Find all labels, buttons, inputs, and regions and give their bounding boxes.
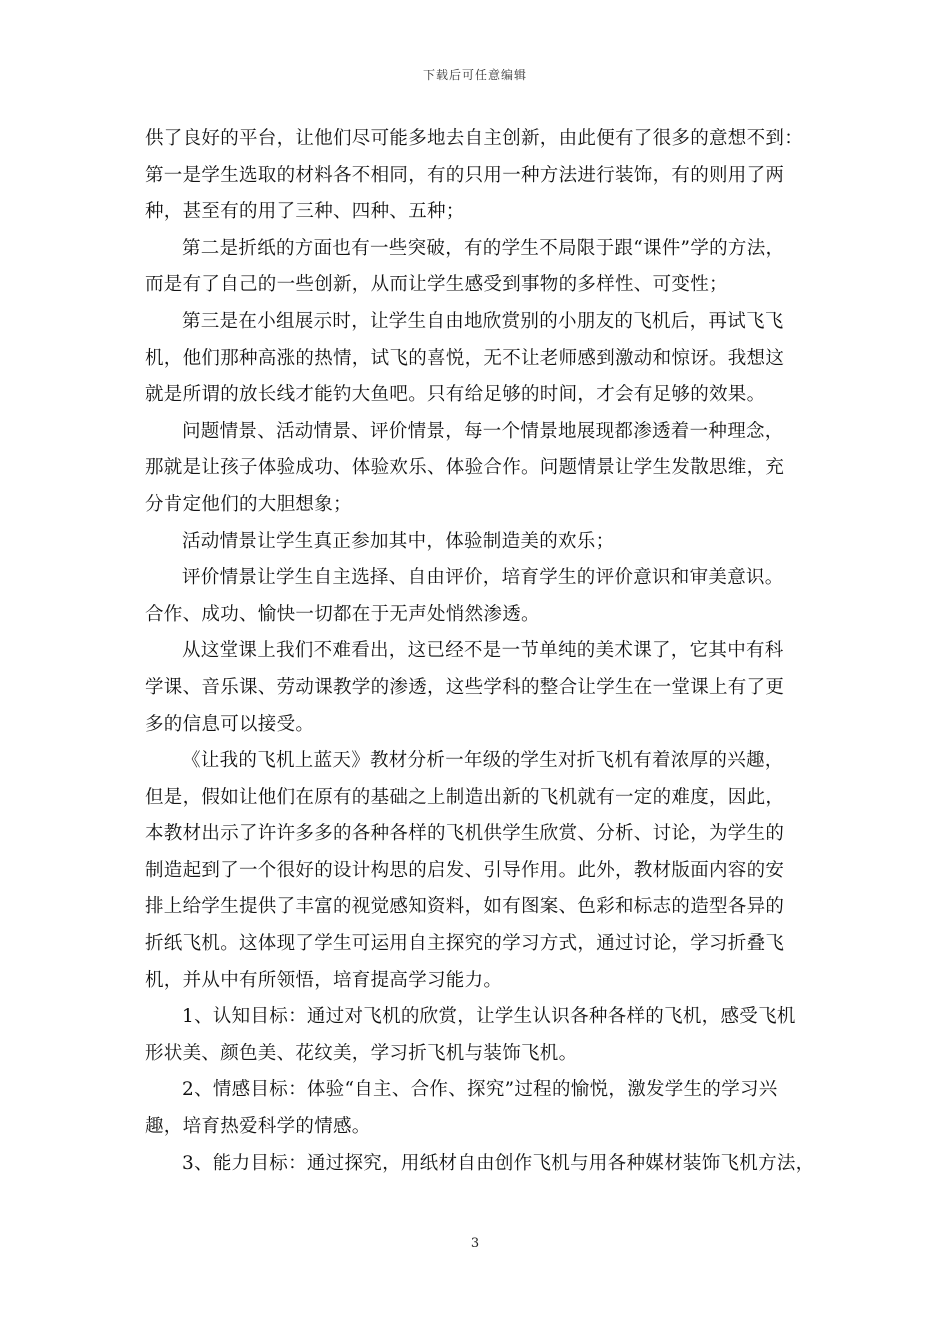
text-line: 从这堂课上我们不难看出，这已经不是一节单纯的美术课了，它其中有科 [182, 640, 784, 662]
text-line: 2、情感目标：体验“自主、合作、探究”过程的愉悦，激发学生的学习兴 [182, 1079, 778, 1101]
text-line: 排上给学生提供了丰富的视觉感知资料，如有图案、色彩和标志的造型各异的 [145, 896, 785, 918]
text-line: 3、能力目标：通过探究，用纸材自由创作飞机与用各种媒材装饰飞机方法， [182, 1152, 815, 1174]
text-line: 多的信息可以接受。 [145, 713, 315, 735]
text-line: 就是所谓的放长线才能钓大鱼吧。只有给足够的时间，才会有足够的效果。 [145, 384, 766, 406]
text-line: 机，他们那种高涨的热情，试飞的喜悦，无不让老师感到激动和惊讶。我想这 [145, 347, 785, 369]
text-line: 1、认知目标：通过对飞机的欣赏，让学生认识各种各样的飞机，感受飞机 [182, 1006, 796, 1028]
text-line: 形状美、颜色美、花纹美，学习折飞机与装饰飞机。 [145, 1042, 578, 1064]
text-line: 问题情景、活动情景、评价情景，每一个情景地展现都渗透着一种理念， [182, 420, 784, 442]
text-line: 第三是在小组展示时，让学生自由地欣赏别的小朋友的飞机后，再试飞飞 [182, 310, 784, 332]
document-body [145, 121, 815, 1182]
text-line: 学课、音乐课、劳动课教学的渗透，这些学科的整合让学生在一堂课上有了更 [145, 676, 785, 698]
text-line: 那就是让孩子体验成功、体验欢乐、体验合作。问题情景让学生发散思维，充 [145, 457, 785, 479]
page-number: 3 [470, 1236, 480, 1251]
text-line: 而是有了自己的一些创新，从而让学生感受到事物的多样性、可变性； [145, 274, 728, 296]
text-line: 分肯定他们的大胆想象； [145, 493, 352, 515]
text-line: 但是，假如让他们在原有的基础之上制造出新的飞机就有一定的难度，因此， [145, 786, 785, 808]
text-line: 《让我的飞机上蓝天》教材分析一年级的学生对折飞机有着浓厚的兴趣， [182, 750, 784, 772]
text-line: 机，并从中有所领悟，培育提高学习能力。 [145, 969, 503, 991]
text-line: 评价情景让学生自主选择、自由评价，培育学生的评价意识和审美意识。 [182, 567, 784, 589]
text-line: 制造起到了一个很好的设计构思的启发、引导作用。此外，教材版面内容的安 [145, 859, 785, 881]
text-line: 趣，培育热爱科学的情感。 [145, 1116, 371, 1138]
page-header: 下载后可任意编辑 [422, 68, 527, 82]
text-line: 第一是学生选取的材料各不相同，有的只用一种方法进行装饰，有的则用了两 [145, 164, 785, 186]
text-line: 合作、成功、愉快一切都在于无声处悄然渗透。 [145, 603, 540, 625]
text-line: 活动情景让学生真正参加其中，体验制造美的欢乐； [182, 530, 615, 552]
text-line: 折纸飞机。这体现了学生可运用自主探究的学习方式，通过讨论，学习折叠飞 [145, 933, 785, 955]
text-line: 种，甚至有的用了三种、四种、五种； [145, 201, 465, 223]
text-line: 供了良好的平台，让他们尽可能多地去自主创新，由此便有了很多的意想不到： [145, 128, 804, 149]
text-line: 本教材出示了许许多多的各种各样的飞机供学生欣赏、分析、讨论，为学生的 [145, 823, 785, 845]
text-line: 第二是折纸的方面也有一些突破，有的学生不局限于跟“课件”学的方法， [182, 237, 785, 259]
